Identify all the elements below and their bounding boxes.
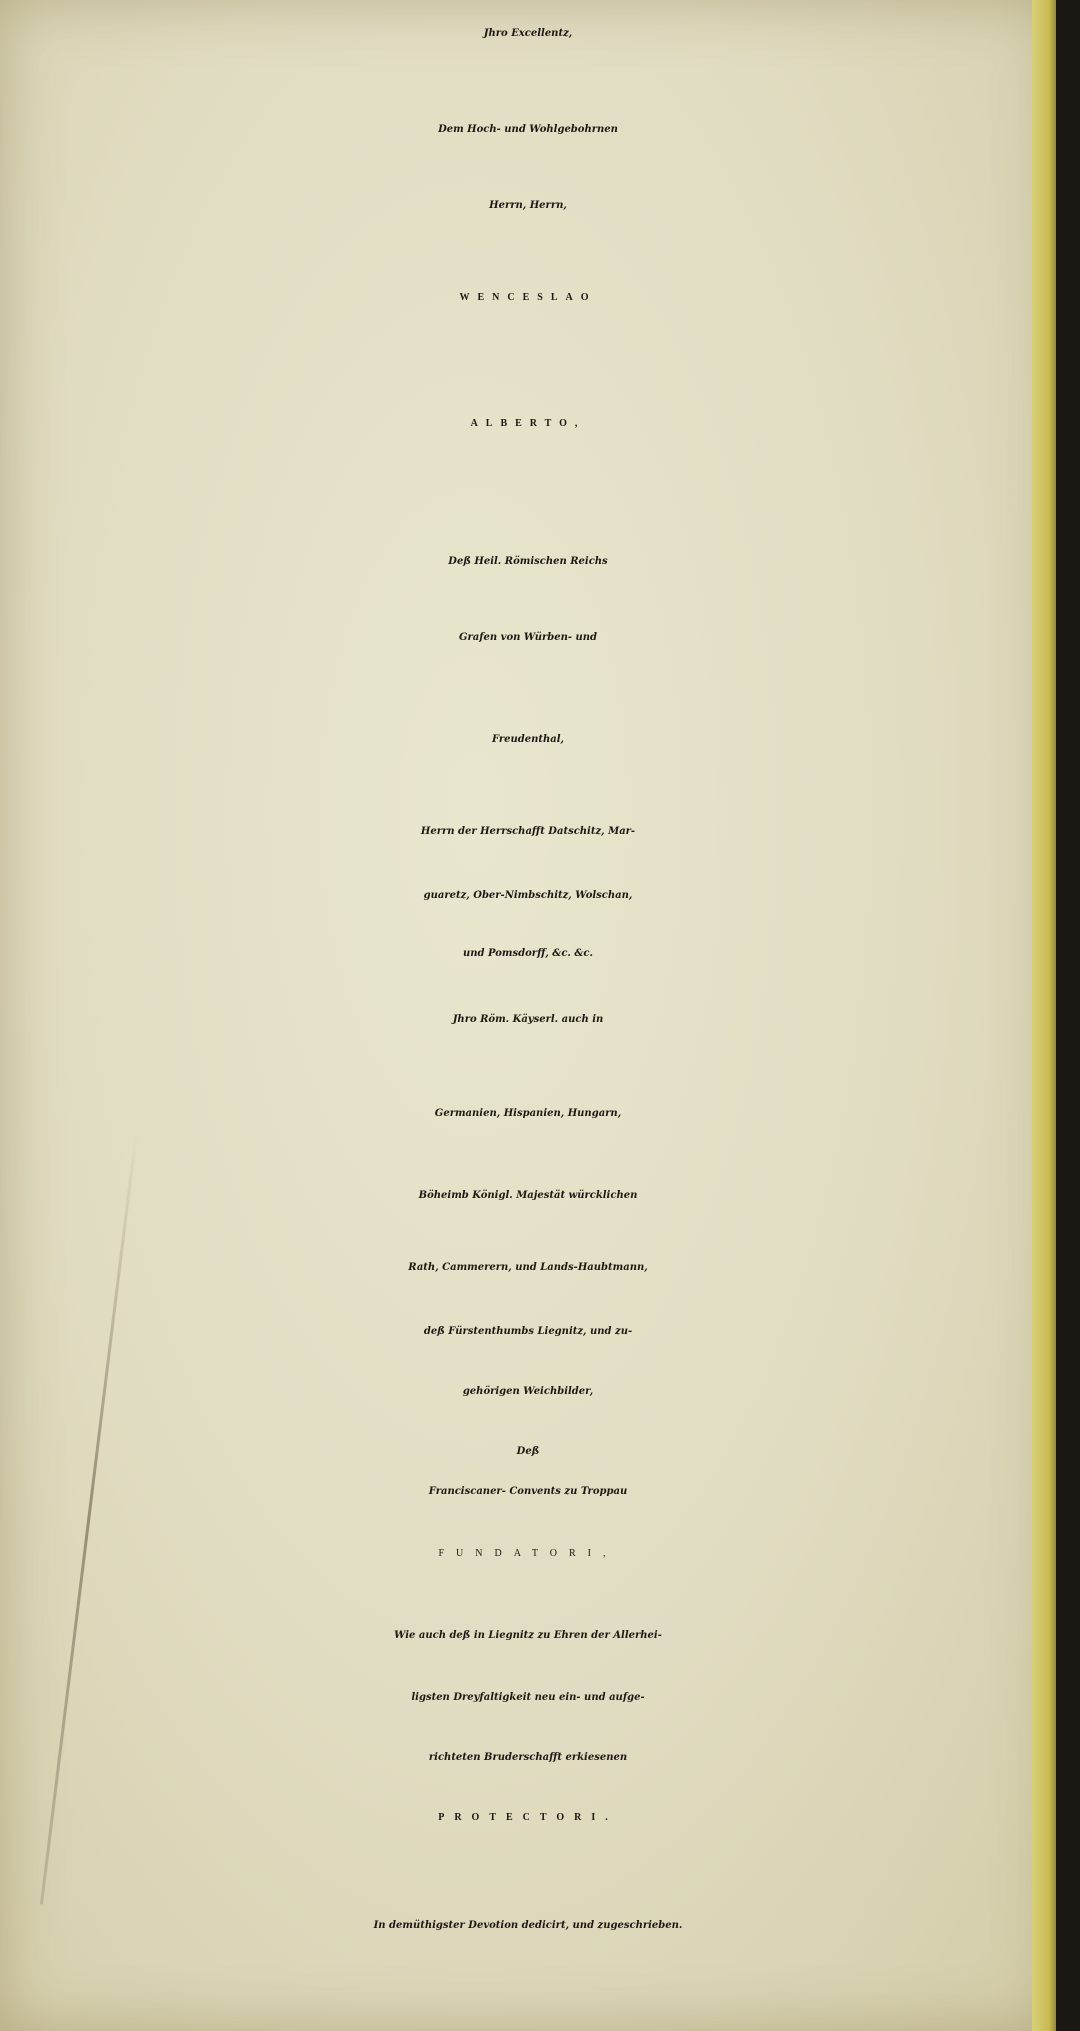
title-line-23: richteten Bruderschafft erkiesenen: [428, 1752, 628, 1763]
title-line-22: ligsten Dreyfaltigkeit neu ein- und aufge-: [411, 1692, 645, 1703]
title-line-11: und Pomsdorff, &c. &c.: [463, 948, 593, 959]
title-line-9: Herrn der Herrschafft Datschitz, Mar-: [420, 826, 636, 837]
title-protectori: PROTECTORI.: [438, 1812, 618, 1823]
title-line-7: Grafen von Würben- und: [458, 632, 598, 643]
title-line-1: Jhro Excellentz,: [483, 28, 573, 39]
title-name-wenceslao: WENCESLAO: [459, 292, 597, 303]
title-line-13: Germanien, Hispanien, Hungarn,: [434, 1108, 622, 1119]
title-line-2: Dem Hoch- und Wohlgebohrnen: [438, 124, 618, 135]
title-line-17: gehörigen Weichbilder,: [462, 1386, 594, 1397]
title-name-alberto: ALBERTO,: [470, 418, 586, 429]
title-line-10: guaretz, Ober-Nimbschitz, Wolschan,: [423, 890, 633, 901]
title-fundatori: FUNDATORI,: [438, 1548, 618, 1559]
paper-crack: [40, 1130, 138, 1905]
title-line-25: In demüthigster Devotion dedicirt, und zugeschrieben.: [373, 1920, 683, 1931]
title-line-15: Rath, Cammerern, und Lands-Haubtmann,: [408, 1262, 648, 1273]
title-line-14: Böheimb Königl. Majestät würcklichen: [418, 1190, 638, 1201]
title-line-16: deß Fürstenthumbs Liegnitz, und zu-: [423, 1326, 633, 1337]
title-line-19: Franciscaner- Convents zu Troppau: [428, 1486, 628, 1497]
title-line-6: Deß Heil. Römischen Reichs: [448, 556, 608, 567]
title-line-21: Wie auch deß in Liegnitz zu Ehren der Allerhei-: [394, 1630, 662, 1641]
title-line-18: Deß: [516, 1446, 540, 1457]
title-line-8: Freudenthal,: [491, 734, 565, 745]
title-line-3: Herrn, Herrn,: [489, 200, 567, 211]
title-line-12: Jhro Röm. Käyserl. auch in: [452, 1014, 604, 1025]
